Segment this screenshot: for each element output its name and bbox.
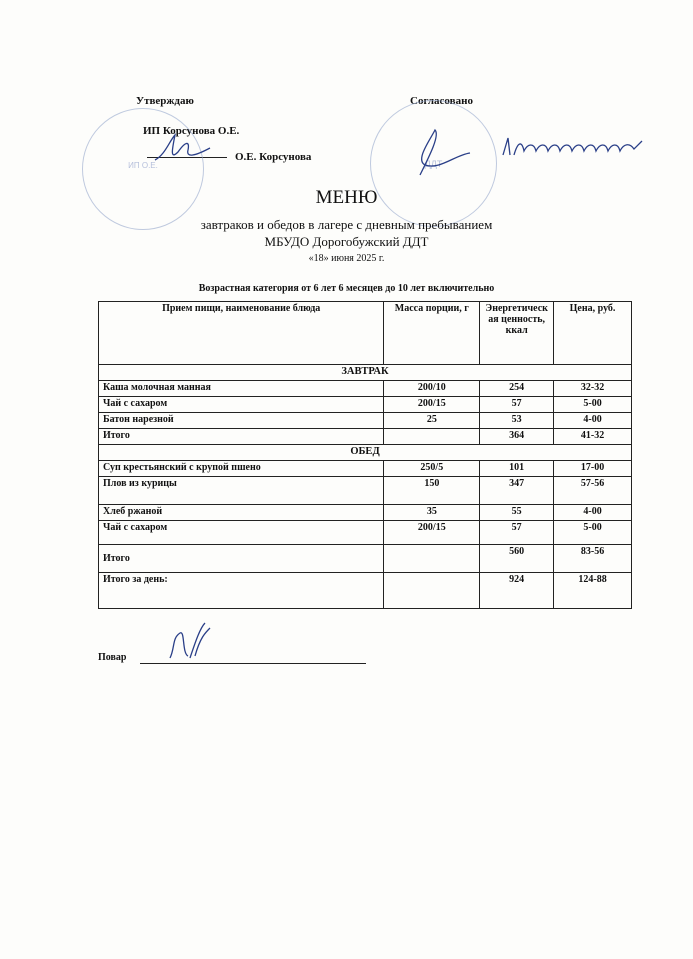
dish-energy: 57 <box>480 521 554 545</box>
breakfast-label: ЗАВТРАК <box>99 365 632 381</box>
dish-price: 4-00 <box>554 413 632 429</box>
menu-date: «18» июня 2025 г. <box>308 253 385 264</box>
day-total-row <box>99 573 632 609</box>
dish-name: Каша молочная манная <box>99 381 384 397</box>
table-row <box>99 413 632 429</box>
dish-energy: 101 <box>480 461 554 477</box>
col-energy-header: Энергетическая ценность, ккал <box>480 302 554 365</box>
total-mass <box>384 545 480 573</box>
breakfast-section-row <box>99 365 632 381</box>
dish-mass: 200/10 <box>384 381 480 397</box>
ip-name: ИП Корсунова О.Е. <box>143 125 240 137</box>
table-header-row <box>99 302 632 365</box>
dish-price: 5-00 <box>554 397 632 413</box>
table-row <box>99 505 632 521</box>
table-row <box>99 477 632 505</box>
ip-signature-name: О.Е. Корсунова <box>235 151 312 163</box>
dish-name: Хлеб ржаной <box>99 505 384 521</box>
dish-mass: 150 <box>384 477 480 505</box>
total-label: Итого <box>99 545 384 573</box>
total-mass <box>384 429 480 445</box>
dish-mass: 200/15 <box>384 397 480 413</box>
agreed-signature <box>400 125 480 180</box>
subtitle-2: МБУДО Дорогобужский ДДТ <box>264 234 429 249</box>
dish-mass: 35 <box>384 505 480 521</box>
dish-name: Батон нарезной <box>99 413 384 429</box>
lunch-label: ОБЕД <box>99 445 632 461</box>
breakfast-total-row <box>99 429 632 445</box>
dish-name: Суп крестьянский с крупой пшено <box>99 461 384 477</box>
approve-label: Утверждаю <box>136 95 194 107</box>
page-title: МЕНЮ <box>315 187 378 208</box>
right-stamp-text: ДДТ <box>424 159 443 169</box>
day-total-price: 124-88 <box>554 573 632 609</box>
menu-table <box>98 301 632 609</box>
dish-price: 17-00 <box>554 461 632 477</box>
dish-name: Чай с сахаром <box>99 521 384 545</box>
dish-energy: 57 <box>480 397 554 413</box>
total-price: 83-56 <box>554 545 632 573</box>
dish-name: Плов из курицы <box>99 477 384 505</box>
cook-signature <box>160 618 220 668</box>
col-mass-header: Масса порции, г <box>384 302 480 365</box>
cook-label: Повар <box>98 652 127 663</box>
agreed-label: Согласовано <box>410 95 473 107</box>
ip-signature <box>150 130 220 170</box>
dish-mass: 250/5 <box>384 461 480 477</box>
lunch-section-row <box>99 445 632 461</box>
total-label: Итого <box>99 429 384 445</box>
dish-energy: 55 <box>480 505 554 521</box>
col-meal-header: Прием пищи, наименование блюда <box>99 302 384 365</box>
total-price: 41-32 <box>554 429 632 445</box>
dish-mass: 25 <box>384 413 480 429</box>
dish-price: 57-56 <box>554 477 632 505</box>
age-category: Возрастная категория от 6 лет 6 месяцев до 10 лет включительно <box>198 283 495 294</box>
table-row <box>99 397 632 413</box>
day-total-energy: 924 <box>480 573 554 609</box>
dish-energy: 254 <box>480 381 554 397</box>
total-energy: 560 <box>480 545 554 573</box>
agreed-name-handwritten <box>500 133 650 163</box>
dish-mass: 200/15 <box>384 521 480 545</box>
lunch-total-row <box>99 545 632 573</box>
col-price-header: Цена, руб. <box>554 302 632 365</box>
left-stamp-text: ИП О.Е. <box>128 161 158 170</box>
table-row <box>99 461 632 477</box>
dish-name: Чай с сахаром <box>99 397 384 413</box>
table-row <box>99 381 632 397</box>
day-total-mass <box>384 573 480 609</box>
dish-price: 32-32 <box>554 381 632 397</box>
total-energy: 364 <box>480 429 554 445</box>
day-total-label: Итого за день: <box>99 573 384 609</box>
dish-price: 5-00 <box>554 521 632 545</box>
subtitle-1: завтраков и обедов в лагере с дневным пребыванием <box>200 217 493 232</box>
dish-energy: 53 <box>480 413 554 429</box>
dish-energy: 347 <box>480 477 554 505</box>
dish-price: 4-00 <box>554 505 632 521</box>
table-row <box>99 521 632 545</box>
